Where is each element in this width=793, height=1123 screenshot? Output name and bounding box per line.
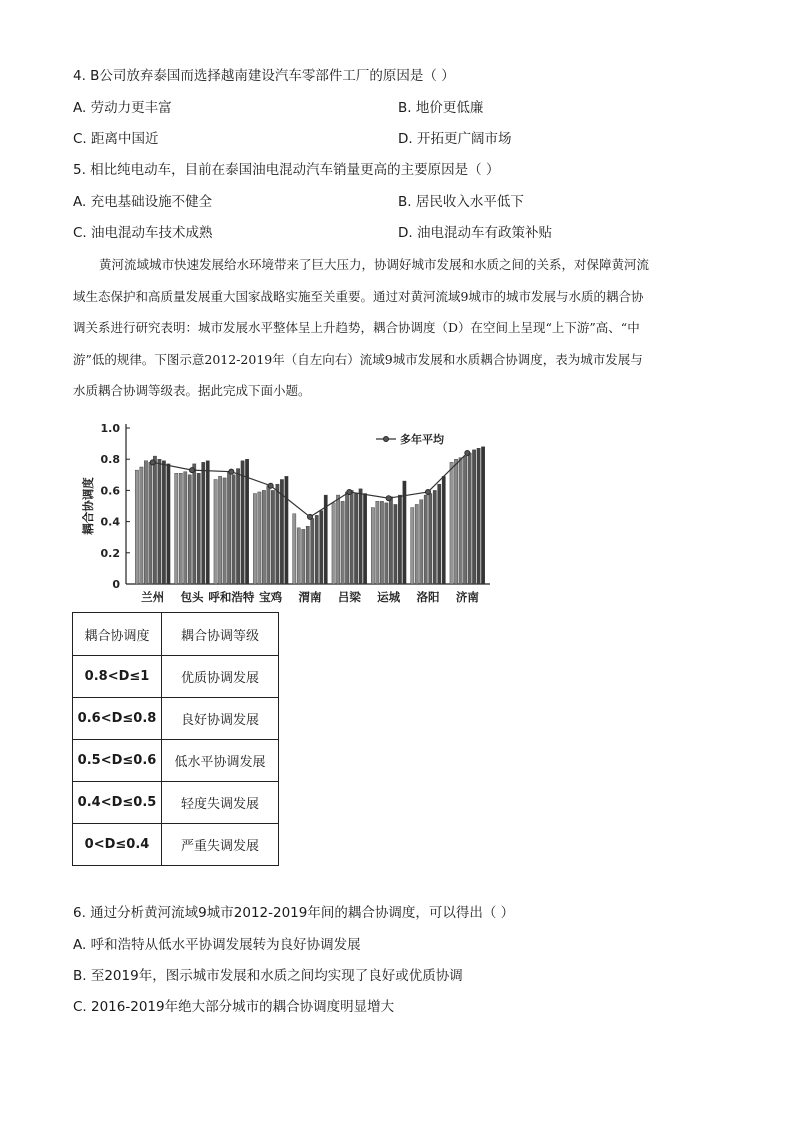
- bar: [341, 501, 344, 584]
- bar: [376, 501, 379, 584]
- average-point: [150, 460, 155, 465]
- bar: [380, 501, 383, 584]
- table-cell-range: 0<D≤0.4: [73, 824, 162, 866]
- bar: [258, 492, 261, 584]
- table-row: [73, 782, 279, 824]
- bar: [302, 529, 305, 584]
- bar: [477, 448, 480, 584]
- grade-table: [72, 612, 279, 866]
- q6-option-a: A. 呼和浩特从低水平协调发展转为良好协调发展: [73, 937, 361, 953]
- average-point: [307, 514, 312, 519]
- q6-option-b: B. 至2019年，图示城市发展和水质之间均实现了良好或优质协调: [73, 968, 463, 984]
- bar: [336, 495, 339, 584]
- table-cell-range: 0.5<D≤0.6: [73, 740, 162, 782]
- bar: [385, 503, 388, 584]
- bar: [415, 504, 418, 584]
- bar: [297, 528, 300, 584]
- x-category-label: 兰州: [141, 590, 165, 604]
- bar: [424, 495, 427, 584]
- bar: [214, 479, 217, 584]
- q6-stem: 6. 通过分析黄河流域9城市2012-2019年间的耦合协调度，可以得出（ ）: [73, 905, 515, 921]
- table-cell-grade: 轻度失调发展: [162, 782, 279, 824]
- q5-option-b: B. 居民收入水平低下: [398, 194, 524, 210]
- bar: [324, 495, 327, 584]
- x-category-label: 吕梁: [337, 590, 361, 604]
- bar: [463, 456, 466, 584]
- table-cell-range: 0.8<D≤1: [73, 656, 162, 698]
- x-category-label: 运城: [377, 590, 401, 604]
- bar: [433, 490, 436, 584]
- bar: [306, 526, 309, 584]
- bar: [468, 453, 471, 584]
- bar: [179, 473, 182, 584]
- x-category-label: 济南: [455, 590, 479, 604]
- bar: [135, 470, 138, 584]
- table-cell-grade: 低水平协调发展: [162, 740, 279, 782]
- bar: [153, 456, 156, 584]
- average-point: [229, 469, 234, 474]
- average-point: [386, 496, 391, 501]
- x-category-label: 宝鸡: [259, 590, 283, 604]
- bar: [420, 500, 423, 584]
- bar: [454, 459, 457, 584]
- bar: [158, 459, 161, 584]
- table-cell-grade: 严重失调发展: [162, 824, 279, 866]
- bar: [184, 472, 187, 584]
- table-row: [73, 656, 279, 698]
- y-tick-label: 0.6: [100, 484, 120, 498]
- passage-line: 水质耦合协调等级表。据此完成下面小题。: [73, 383, 311, 398]
- bar: [311, 518, 314, 584]
- bar: [398, 495, 401, 584]
- average-point: [189, 468, 194, 473]
- bar: [206, 461, 209, 584]
- bar: [332, 503, 335, 584]
- table-header-row: [73, 613, 279, 656]
- bar: [197, 473, 200, 584]
- x-category-label: 包头: [180, 590, 204, 604]
- bar: [389, 497, 392, 584]
- legend-marker: [383, 436, 388, 441]
- bar: [253, 494, 256, 584]
- bar: [276, 484, 279, 584]
- table-row: [73, 740, 279, 782]
- bar: [232, 475, 235, 584]
- bar: [223, 478, 226, 584]
- bar: [320, 511, 323, 584]
- y-tick-label: 0.8: [100, 453, 120, 467]
- q4-option-d: D. 开拓更广阔市场: [398, 131, 512, 147]
- table-row: [73, 698, 279, 740]
- average-point: [425, 489, 430, 494]
- q4-option-b: B. 地价更低廉: [398, 100, 484, 116]
- x-category-label: 洛阳: [416, 590, 440, 604]
- bar: [144, 461, 147, 584]
- table-header-cell: 耦合协调度: [73, 613, 162, 656]
- table-row: [73, 824, 279, 866]
- bar: [175, 473, 178, 584]
- bar: [227, 472, 230, 584]
- bar: [241, 461, 244, 584]
- bar: [371, 508, 374, 584]
- q6-option-c: C. 2016-2019年绝大部分城市的耦合协调度明显增大: [73, 999, 395, 1015]
- y-tick-label: 0.4: [100, 515, 120, 529]
- passage: [73, 249, 723, 407]
- table-cell-range: 0.6<D≤0.8: [73, 698, 162, 740]
- bar: [140, 467, 143, 584]
- bar: [481, 447, 484, 584]
- y-tick-label: 0: [112, 578, 120, 591]
- bar: [442, 476, 445, 584]
- average-point: [347, 489, 352, 494]
- table-cell-range: 0.4<D≤0.5: [73, 782, 162, 824]
- bar: [438, 484, 441, 584]
- bar: [315, 515, 318, 584]
- bar: [202, 462, 205, 584]
- bar: [271, 490, 274, 584]
- q4-option-c: C. 距离中国近: [73, 131, 159, 147]
- passage-line: 黄河流域城市快速发展给水环境带来了巨大压力，协调好城市发展和水质之间的关系，对保障黄河流: [99, 257, 650, 272]
- bar: [472, 450, 475, 584]
- bar: [262, 490, 265, 584]
- bar: [350, 490, 353, 584]
- bar: [359, 489, 362, 584]
- y-axis-label: 耦合协调度: [81, 477, 95, 535]
- q5-option-d: D. 油电混动车有政策补贴: [398, 225, 552, 241]
- q5-stem: 5. 相比纯电动车，目前在泰国油电混动汽车销量更高的主要原因是（ ）: [73, 162, 500, 178]
- q4-stem: 4. B公司放弃泰国而选择越南建设汽车零部件工厂的原因是（ ）: [73, 68, 455, 84]
- x-category-label: 呼和浩特: [208, 590, 255, 604]
- bar: [188, 475, 191, 584]
- bar: [162, 461, 165, 584]
- x-category-label: 渭南: [298, 590, 322, 604]
- average-point: [465, 450, 470, 455]
- bar: [236, 469, 239, 584]
- bar: [459, 458, 462, 584]
- bar: [411, 508, 414, 584]
- bar: [167, 464, 170, 584]
- passage-line: 游”低的规律。下图示意2012-2019年（自左向右）流域9城市发展和水质耦合协调度，表为城市发展与: [73, 351, 643, 367]
- table-cell-grade: 优质协调发展: [162, 656, 279, 698]
- y-tick-label: 1.0: [100, 422, 120, 435]
- bar: [193, 464, 196, 584]
- bar: [394, 504, 397, 584]
- table-header-cell: 耦合协调等级: [162, 613, 279, 656]
- q5-option-c: C. 油电混动车技术成熟: [73, 225, 213, 241]
- bar: [450, 462, 453, 584]
- bar: [218, 476, 221, 584]
- bar: [149, 462, 152, 584]
- bar: [363, 494, 366, 584]
- coupling-chart: [70, 408, 510, 608]
- bar: [267, 486, 270, 584]
- passage-line: 调关系进行研究表明：城市发展水平整体呈上升趋势，耦合协调度（D）在空间上呈现“上下游”高、“中: [73, 320, 640, 335]
- bar: [293, 514, 296, 584]
- average-point: [268, 483, 273, 488]
- table-cell-grade: 良好协调发展: [162, 698, 279, 740]
- bar: [285, 476, 288, 584]
- bar: [429, 494, 432, 584]
- bar: [345, 492, 348, 584]
- passage-line: 域生态保护和高质量发展重大国家战略实施至关重要。通过对黄河流域9城市的城市发展与水质的耦合协: [73, 288, 644, 304]
- q5-option-a: A. 充电基础设施不健全: [73, 194, 213, 210]
- q4-option-a: A. 劳动力更丰富: [73, 100, 172, 116]
- legend-label: 多年平均: [400, 433, 444, 446]
- y-tick-label: 0.2: [100, 546, 120, 560]
- bar: [354, 494, 357, 584]
